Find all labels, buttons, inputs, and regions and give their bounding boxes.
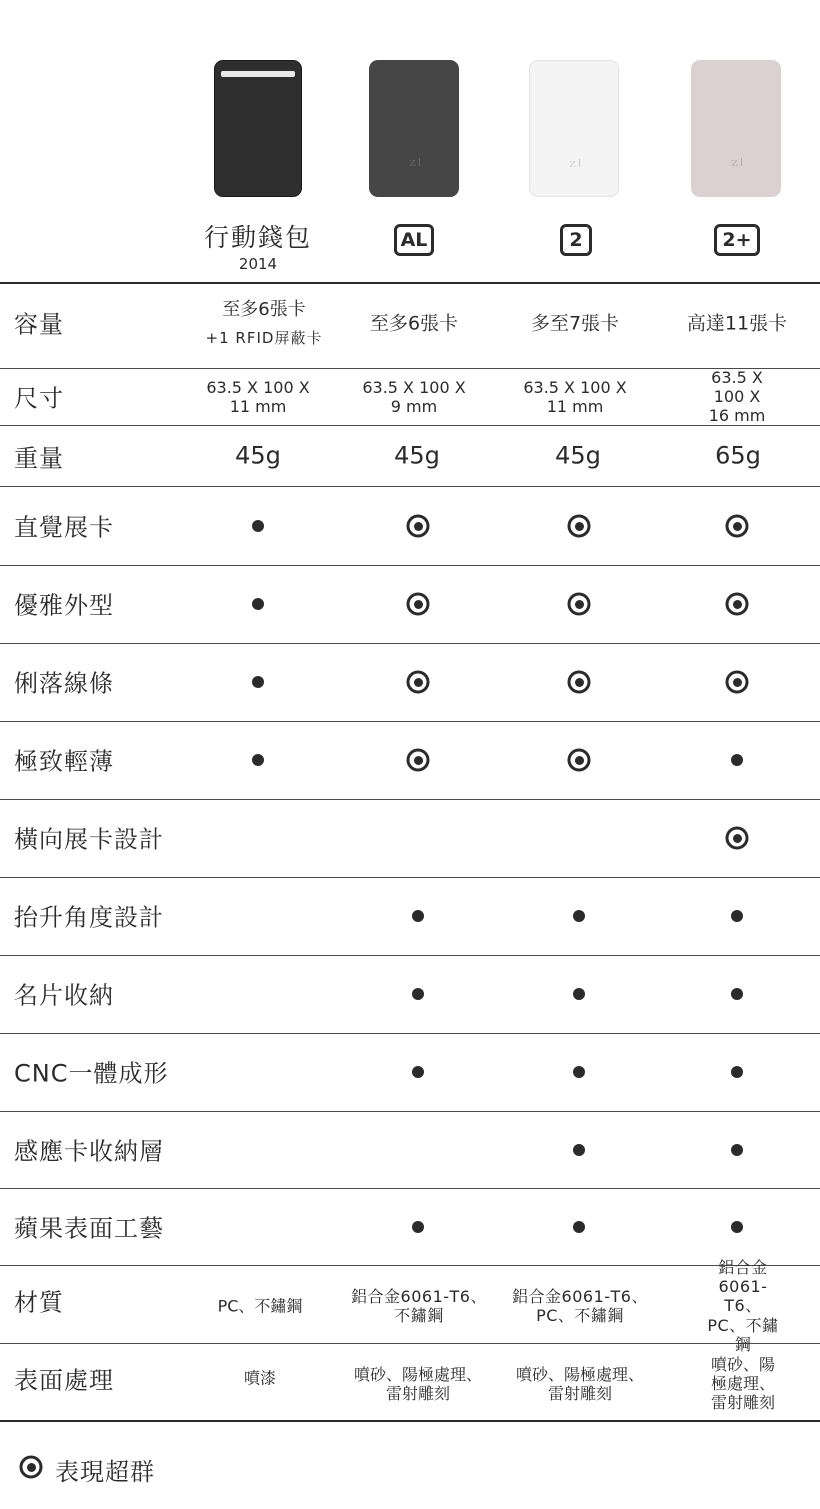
row-label-feature: 名片收納 <box>14 981 114 1010</box>
row-label-material: 材質 <box>14 1288 64 1317</box>
dot-icon <box>252 676 264 688</box>
row-divider <box>0 643 820 644</box>
weight-value: 45g <box>394 441 440 470</box>
material-value: 鋁合金6061-T6、 不鏽鋼 <box>351 1286 487 1325</box>
material-value: 鋁合金6061-T6、 PC、不鏽鋼 <box>707 1258 779 1354</box>
ring-dot-icon <box>568 515 591 538</box>
dot-icon <box>252 520 264 532</box>
row-divider <box>0 955 820 956</box>
row-label-feature: 抬升角度設計 <box>14 903 164 932</box>
dot-icon <box>731 754 743 766</box>
capacity-value: 多至7張卡 <box>530 312 620 335</box>
size-value: 63.5 X 100 X 11 mm <box>523 377 627 416</box>
ring-dot-icon <box>726 671 749 694</box>
size-value: 63.5 X 100 X 9 mm <box>362 377 466 416</box>
product-image-2plus <box>691 60 781 197</box>
wallet-top-strip <box>221 71 295 77</box>
row-divider <box>0 721 820 722</box>
table-bottom-rule <box>0 1420 820 1422</box>
dot-icon <box>573 910 585 922</box>
dot-icon <box>573 1221 585 1233</box>
dot-icon <box>573 1066 585 1078</box>
row-label-feature: CNC一體成形 <box>14 1059 169 1088</box>
ring-dot-icon <box>407 515 430 538</box>
dot-icon <box>412 1066 424 1078</box>
capacity-value: 高達11張卡 <box>686 312 788 335</box>
weight-value: 45g <box>555 441 601 470</box>
row-label-size: 尺寸 <box>14 384 64 413</box>
dot-icon <box>731 1066 743 1078</box>
row-divider <box>0 799 820 800</box>
ring-dot-icon <box>568 749 591 772</box>
product-image-al <box>369 60 459 197</box>
dot-icon <box>731 988 743 1000</box>
size-value: 63.5 X 100 X 11 mm <box>206 377 310 416</box>
model-name-wallet <box>204 224 312 276</box>
capacity-value: 至多6張卡 <box>369 312 459 335</box>
row-label-feature: 蘋果表面工藝 <box>14 1214 164 1243</box>
row-divider <box>0 1343 820 1344</box>
capacity-line: 至多6張卡 <box>222 299 306 320</box>
row-label-feature: 直覺展卡 <box>14 513 114 542</box>
row-divider <box>0 1188 820 1189</box>
row-label-feature: 橫向展卡設計 <box>14 825 164 854</box>
ring-dot-icon <box>568 671 591 694</box>
finish-value: 噴砂、陽極處理、 雷射雕刻 <box>515 1364 645 1403</box>
product-image-wallet-2014 <box>214 60 302 197</box>
dot-icon <box>252 754 264 766</box>
row-label-feature: 極致輕薄 <box>14 747 114 776</box>
model-badge-2plus: 2+ <box>714 224 760 256</box>
material-value: 鋁合金6061-T6、 PC、不鏽鋼 <box>512 1286 648 1325</box>
ring-dot-icon <box>407 593 430 616</box>
finish-value: 噴砂、陽極處理、 雷射雕刻 <box>710 1355 775 1413</box>
material-value: PC、不鏽鋼 <box>217 1296 303 1316</box>
dot-icon <box>412 1221 424 1233</box>
row-divider <box>0 1111 820 1112</box>
row-label-feature: 感應卡收納層 <box>14 1137 164 1166</box>
ring-dot-icon <box>568 593 591 616</box>
row-divider <box>0 877 820 878</box>
dot-icon <box>731 1144 743 1156</box>
brand-logo: ｚl <box>728 156 744 169</box>
finish-value: 噴砂、陽極處理、 雷射雕刻 <box>353 1364 483 1403</box>
row-label-feature: 俐落線條 <box>14 669 114 698</box>
row-label-weight: 重量 <box>14 444 64 473</box>
ring-dot-icon <box>407 749 430 772</box>
dot-icon <box>573 988 585 1000</box>
brand-logo: ｚl <box>406 156 422 169</box>
row-divider <box>0 1265 820 1266</box>
row-divider <box>0 486 820 487</box>
dot-icon <box>412 988 424 1000</box>
ring-dot-icon <box>726 827 749 850</box>
dot-icon <box>252 598 264 610</box>
capacity-line: +1 RFID屏蔽卡 <box>205 329 323 347</box>
size-value: 63.5 X 100 X 16 mm <box>708 368 766 426</box>
ring-dot-icon <box>726 515 749 538</box>
row-divider <box>0 565 820 566</box>
row-divider <box>0 1033 820 1034</box>
finish-value: 噴漆 <box>243 1368 277 1388</box>
table-top-rule <box>0 282 820 284</box>
brand-logo: ｚl <box>566 157 582 170</box>
row-label-feature: 優雅外型 <box>14 591 114 620</box>
ring-dot-icon <box>407 671 430 694</box>
dot-icon <box>412 910 424 922</box>
ring-dot-icon <box>20 1456 43 1479</box>
product-image-2 <box>529 60 619 197</box>
model-year: 2014 <box>238 255 278 273</box>
row-label-finish: 表面處理 <box>14 1366 114 1395</box>
row-label-capacity: 容量 <box>14 310 64 339</box>
capacity-value <box>206 297 323 353</box>
model-badge-2: 2 <box>560 224 592 256</box>
legend-label: 表現超群 <box>55 1458 155 1486</box>
dot-icon <box>731 910 743 922</box>
dot-icon <box>731 1221 743 1233</box>
weight-value: 65g <box>715 441 761 470</box>
ring-dot-icon <box>726 593 749 616</box>
dot-icon <box>573 1144 585 1156</box>
weight-value: 45g <box>235 441 281 470</box>
model-title: 行動錢包 <box>203 223 313 252</box>
model-badge-al: AL <box>394 224 434 256</box>
